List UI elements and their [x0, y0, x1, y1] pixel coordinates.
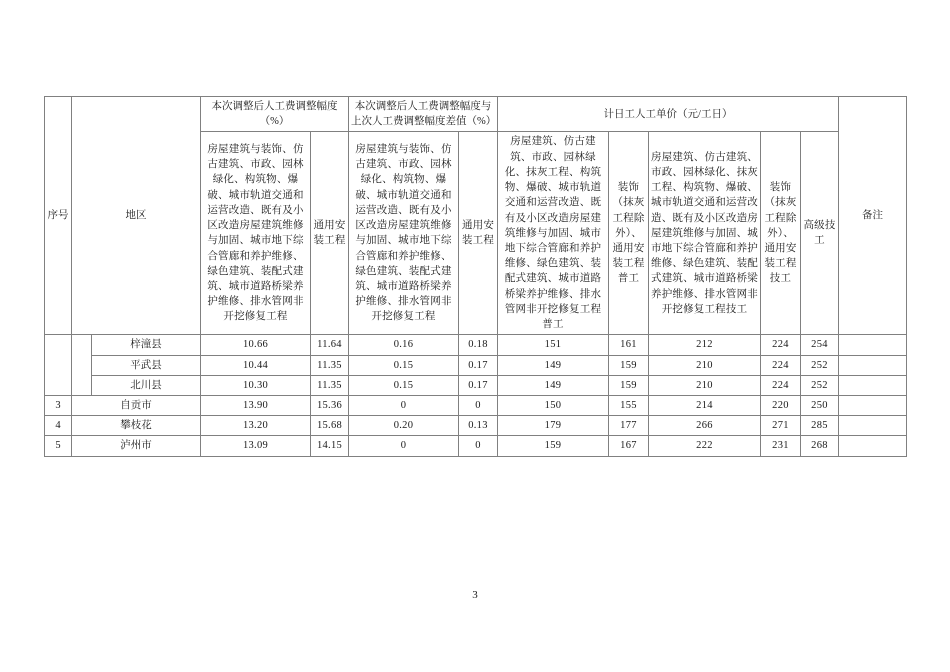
cell-remark: [839, 416, 907, 436]
cell-daily-senior-skilled-worker: 268: [801, 436, 839, 456]
header-region: 地区: [72, 97, 201, 335]
cell-remark: [839, 395, 907, 415]
cell-daily-decoration-general-worker: 177: [609, 416, 649, 436]
cell-daily-senior-skilled-worker: 252: [801, 375, 839, 395]
table-row: [45, 335, 907, 355]
cell-diff-building: 0: [349, 395, 459, 415]
cell-daily-general-worker: 150: [498, 395, 609, 415]
cell-adjust-building: 13.90: [201, 395, 311, 415]
table-row: [45, 416, 907, 436]
cell-daily-decoration-skilled-worker: 224: [761, 335, 801, 355]
cell-daily-general-worker: 159: [498, 436, 609, 456]
cell-daily-general-worker: 179: [498, 416, 609, 436]
header-sub-daily-general-worker: 房屋建筑、仿古建筑、市政、园林绿化、抹灰工程、构筑物、爆破、城市轨道交通和运营改造、既有及小区改造房屋建筑维修与加固、城市地下综合管廊和养护维修、绿色建筑、装配式建筑、城市道路桥梁养护维修、排水管网非开挖修复工程普工: [498, 132, 609, 335]
cell-daily-senior-skilled-worker: 254: [801, 335, 839, 355]
cell-region: 泸州市: [72, 436, 201, 456]
cell-adjust-building: 10.66: [201, 335, 311, 355]
header-group-adjust: 本次调整后人工费调整幅度（%）: [201, 97, 349, 132]
cell-adjust-installation: 14.15: [311, 436, 349, 456]
table-row: [45, 375, 907, 395]
cell-seq: [45, 335, 72, 396]
header-sub-daily-senior-skilled-worker: 高级技工: [801, 132, 839, 335]
cell-daily-skilled-worker: 222: [649, 436, 761, 456]
cell-daily-decoration-general-worker: 155: [609, 395, 649, 415]
cell-daily-decoration-skilled-worker: 231: [761, 436, 801, 456]
cell-adjust-installation: 11.35: [311, 355, 349, 375]
table-header-group-row: [45, 97, 907, 132]
cell-diff-installation: 0.13: [459, 416, 498, 436]
cell-diff-building: 0.15: [349, 355, 459, 375]
table-row: [45, 395, 907, 415]
cell-adjust-installation: 11.64: [311, 335, 349, 355]
cell-adjust-installation: 15.36: [311, 395, 349, 415]
header-sub-daily-decoration-general-worker: 装饰（抹灰工程除外）、通用安装工程普工: [609, 132, 649, 335]
header-group-daily-wage: 计日工人工单价（元/工日）: [498, 97, 839, 132]
cell-region: 梓潼县: [92, 335, 201, 355]
cell-daily-general-worker: 149: [498, 375, 609, 395]
cell-region: 平武县: [92, 355, 201, 375]
cell-daily-skilled-worker: 214: [649, 395, 761, 415]
header-sub-diff-installation: 通用安装工程: [459, 132, 498, 335]
cell-diff-building: 0.16: [349, 335, 459, 355]
cell-daily-decoration-skilled-worker: 224: [761, 355, 801, 375]
header-sub-daily-decoration-skilled-worker: 装饰（抹灰工程除外）、通用安装工程技工: [761, 132, 801, 335]
cell-daily-skilled-worker: 212: [649, 335, 761, 355]
cell-diff-building: 0.20: [349, 416, 459, 436]
cell-diff-building: 0: [349, 436, 459, 456]
cell-remark: [839, 355, 907, 375]
cell-diff-installation: 0.17: [459, 355, 498, 375]
cell-daily-senior-skilled-worker: 252: [801, 355, 839, 375]
header-sub-diff-building: 房屋建筑与装饰、仿古建筑、市政、园林绿化、构筑物、爆破、城市轨道交通和运营改造、既有及小区改造房屋建筑维修与加固、城市地下综合管廊和养护维修、绿色建筑、装配式建筑、城市道路桥梁养护维修、排水管网非开挖修复工程: [349, 132, 459, 335]
cell-daily-decoration-skilled-worker: 220: [761, 395, 801, 415]
cell-region: 自贡市: [72, 395, 201, 415]
header-remark: 备注: [839, 97, 907, 335]
cell-daily-decoration-skilled-worker: 224: [761, 375, 801, 395]
header-seq: 序号: [45, 97, 72, 335]
labor-cost-adjustment-table: [44, 96, 907, 457]
cell-diff-installation: 0.18: [459, 335, 498, 355]
header-sub-adjust-installation: 通用安装工程: [311, 132, 349, 335]
cell-remark: [839, 375, 907, 395]
cell-adjust-building: 10.30: [201, 375, 311, 395]
cell-diff-building: 0.15: [349, 375, 459, 395]
cell-daily-senior-skilled-worker: 250: [801, 395, 839, 415]
header-sub-daily-skilled-worker: 房屋建筑、仿古建筑、市政、园林绿化、抹灰工程、构筑物、爆破、城市轨道交通和运营改造、既有及小区改造房屋建筑维修与加固、城市地下综合管廊和养护维修、绿色建筑、装配式建筑、城市道路桥梁养护维修、排水管网非开挖修复工程技工: [649, 132, 761, 335]
cell-daily-skilled-worker: 210: [649, 375, 761, 395]
cell-daily-general-worker: 151: [498, 335, 609, 355]
cell-daily-decoration-general-worker: 161: [609, 335, 649, 355]
cell-remark: [839, 436, 907, 456]
cell-seq: 5: [45, 436, 72, 456]
cell-remark: [839, 335, 907, 355]
cell-diff-installation: 0: [459, 395, 498, 415]
cell-adjust-installation: 11.35: [311, 375, 349, 395]
cell-seq: 3: [45, 395, 72, 415]
cell-adjust-building: 10.44: [201, 355, 311, 375]
cell-daily-decoration-general-worker: 167: [609, 436, 649, 456]
cell-daily-decoration-general-worker: 159: [609, 355, 649, 375]
cell-region: 北川县: [92, 375, 201, 395]
cell-region: 攀枝花: [72, 416, 201, 436]
cell-diff-installation: 0: [459, 436, 498, 456]
table-row: [45, 355, 907, 375]
cell-daily-decoration-skilled-worker: 271: [761, 416, 801, 436]
cell-daily-senior-skilled-worker: 285: [801, 416, 839, 436]
cell-daily-decoration-general-worker: 159: [609, 375, 649, 395]
cell-daily-general-worker: 149: [498, 355, 609, 375]
cell-adjust-building: 13.20: [201, 416, 311, 436]
cell-adjust-building: 13.09: [201, 436, 311, 456]
header-sub-adjust-building: 房屋建筑与装饰、仿古建筑、市政、园林绿化、构筑物、爆破、城市轨道交通和运营改造、既有及小区改造房屋建筑维修与加固、城市地下综合管廊和养护维修、绿色建筑、装配式建筑、城市道路桥梁养护维修、排水管网非开挖修复工程: [201, 132, 311, 335]
cell-diff-installation: 0.17: [459, 375, 498, 395]
cell-region-group: [72, 335, 92, 396]
page-number: 3: [472, 589, 478, 601]
header-group-diff: 本次调整后人工费调整幅度与上次人工费调整幅度差值（%）: [349, 97, 498, 132]
cell-seq: 4: [45, 416, 72, 436]
cell-daily-skilled-worker: 266: [649, 416, 761, 436]
cell-daily-skilled-worker: 210: [649, 355, 761, 375]
table-row: [45, 436, 907, 456]
cell-adjust-installation: 15.68: [311, 416, 349, 436]
